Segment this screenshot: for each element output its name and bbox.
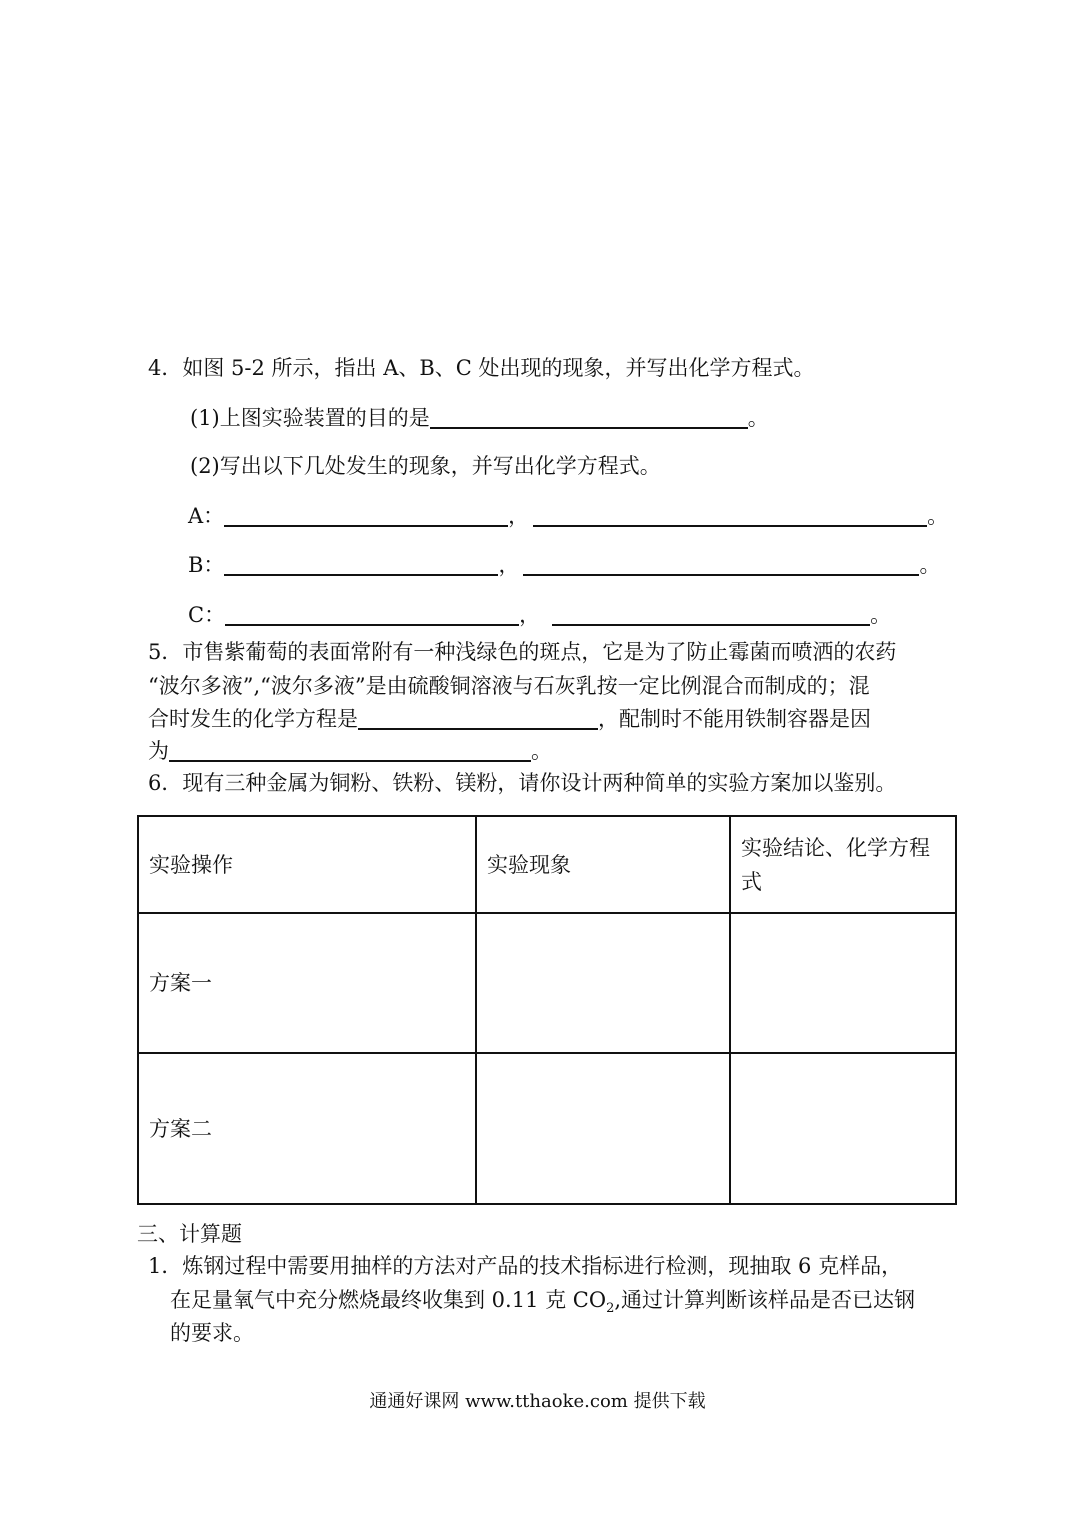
plan-one-conclusion-cell[interactable] [730, 913, 956, 1053]
q5-line4: 为 。 [148, 739, 552, 763]
header-operation: 实验操作 [138, 816, 476, 913]
q6-text: 6．现有三种金属为铜粉、铁粉、镁粉，请你设计两种简单的实验方案加以鉴别。 [148, 771, 897, 795]
table-row [138, 1053, 956, 1204]
plan-two-phenomenon-cell[interactable] [476, 1053, 730, 1204]
q5-line2: “波尔多液”,“波尔多液”是由硫酸铜溶液与石灰乳按一定比例混合而制成的；混 [148, 674, 870, 698]
q4-c-equation-blank[interactable] [552, 604, 870, 626]
page-footer: 通通好课网 www.tthaoke.com 提供下载 [369, 1391, 706, 1412]
plan-one-label: 方案一 [138, 913, 476, 1053]
q4-sub1-label: (1)上图实验装置的目的是 [190, 406, 430, 430]
co2-subscript: 2 [606, 1301, 615, 1317]
q4-sub1: (1)上图实验装置的目的是 。 [190, 406, 769, 430]
calc-q1-line2: 在足量氧气中充分燃烧最终收集到 0.11 克 $CO_2$,通过计算判断该样品是否已达钢 [170, 1288, 916, 1317]
plan-one-phenomenon-cell[interactable] [476, 913, 730, 1053]
calc-q1-line1: 1．炼钢过程中需要用抽样的方法对产品的技术指标进行检测，现抽取 6 克样品， [148, 1254, 903, 1278]
calc-q1-line3: 的要求。 [170, 1321, 254, 1345]
header-phenomenon: 实验现象 [476, 816, 730, 913]
q4-b-phenomenon-blank[interactable] [224, 554, 498, 576]
q4-row-b: B： ， 。 [188, 553, 941, 577]
plan-two-conclusion-cell[interactable] [730, 1053, 956, 1204]
q4-c-phenomenon-blank[interactable] [225, 604, 519, 626]
q4-sub2: (2)写出以下几处发生的现象，并写出化学方程式。 [190, 454, 661, 478]
q4-a-phenomenon-blank[interactable] [224, 505, 508, 527]
q4-sub1-blank[interactable] [430, 407, 748, 429]
q4-b-equation-blank[interactable] [523, 554, 919, 576]
q5-line3: 合时发生的化学方程是 ，配制时不能用铁制容器是因 [148, 707, 871, 731]
table-header-row [138, 816, 956, 913]
q5-reason-blank[interactable] [169, 740, 531, 762]
section3-title: 三、计算题 [137, 1222, 242, 1246]
q4-row-c: C： ， 。 [188, 603, 892, 627]
q4-a-equation-blank[interactable] [533, 505, 927, 527]
table-row [138, 913, 956, 1053]
experiment-table [137, 815, 957, 1205]
q4-row-a: A： ， 。 [188, 504, 949, 528]
q5-equation-blank[interactable] [358, 708, 598, 730]
q4-intro: 4．如图 5-2 所示，指出 A、B、C 处出现的现象，并写出化学方程式。 [148, 356, 815, 380]
plan-two-label: 方案二 [138, 1053, 476, 1204]
header-conclusion: 实验结论、化学方程式 [730, 816, 956, 913]
q5-line1: 5．市售紫葡萄的表面常附有一种浅绿色的斑点，它是为了防止霉菌而喷洒的农药 [148, 640, 897, 664]
